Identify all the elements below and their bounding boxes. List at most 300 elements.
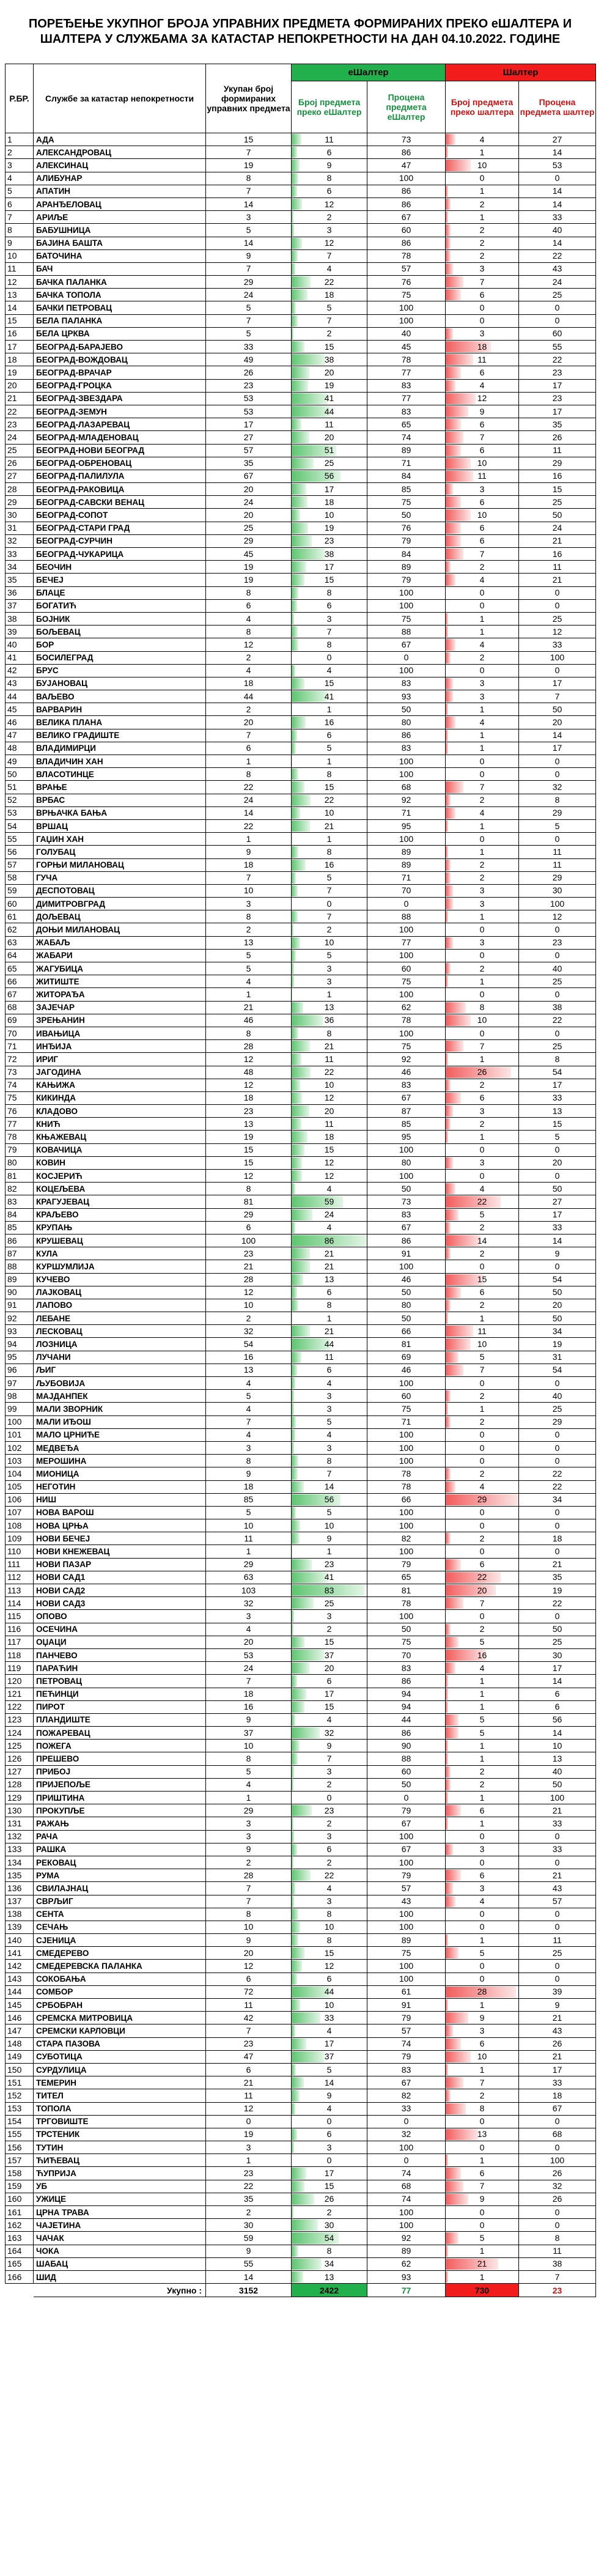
salter-count-value: 3: [479, 937, 485, 948]
row-number: 100: [6, 1415, 34, 1428]
salter-percent: 0: [519, 2141, 596, 2154]
esalter-bar: [292, 393, 328, 404]
total-cases: 15: [206, 133, 292, 146]
esalter-bar: [292, 1533, 300, 1544]
esalter-count-value: 23: [324, 536, 334, 546]
table-row: [6, 509, 596, 522]
table-row: [6, 2024, 596, 2037]
salter-bar: [446, 691, 453, 702]
salter-bar: [446, 1740, 448, 1751]
salter-bar: [446, 432, 463, 443]
table-row: [6, 1584, 596, 1597]
esalter-percent: 89: [367, 444, 446, 457]
salter-count-value: 4: [479, 574, 485, 585]
row-number: 129: [6, 1792, 34, 1804]
row-number: 150: [6, 2063, 34, 2076]
table-row: [6, 1208, 596, 1221]
total-cases: 8: [206, 172, 292, 185]
esalter-percent: 92: [367, 794, 446, 806]
esalter-bar: [292, 302, 296, 313]
row-number: 97: [6, 1377, 34, 1390]
esalter-percent: 73: [367, 1195, 446, 1208]
total-cases: 23: [206, 2167, 292, 2180]
salter-count-value: 7: [479, 432, 485, 442]
esalter-percent: 71: [367, 806, 446, 819]
esalter-bar: [292, 1067, 311, 1078]
salter-count: [446, 949, 519, 962]
salter-bar: [446, 1390, 451, 1401]
esalter-count: [292, 1195, 367, 1208]
salter-bar: [446, 1209, 459, 1220]
service-name: БЕОГРАД-ВОЖДОВАЦ: [34, 353, 206, 366]
row-number: 52: [6, 794, 34, 806]
esalter-count-value: 4: [326, 2025, 332, 2035]
row-number: 119: [6, 1662, 34, 1675]
salter-count: [446, 1869, 519, 1882]
service-name: МАЛИ ИЂОШ: [34, 1415, 206, 1428]
esalter-bar: [292, 1520, 300, 1531]
salter-bar: [446, 1598, 463, 1609]
salter-count: [446, 2128, 519, 2141]
total-cases: 11: [206, 2089, 292, 2102]
esalter-count-value: 4: [326, 1378, 332, 1388]
table-row: [6, 1545, 596, 1558]
esalter-bar: [292, 1857, 293, 1868]
salter-percent: 24: [519, 522, 596, 534]
salter-count-value: 2: [479, 652, 485, 663]
table-row: [6, 2089, 596, 2102]
salter-count-value: 1: [479, 1054, 485, 1064]
table-row: [6, 1364, 596, 1376]
salter-count: [446, 341, 519, 353]
esalter-count-value: 14: [324, 1482, 334, 1492]
salter-count-value: 29: [477, 1494, 487, 1505]
esalter-count-value: 3: [326, 1442, 332, 1453]
esalter-bar: [292, 2220, 318, 2231]
row-number: 139: [6, 1921, 34, 1933]
salter-percent: 12: [519, 626, 596, 638]
salter-bar: [446, 496, 461, 507]
salter-count: [446, 833, 519, 846]
row-number: 41: [6, 651, 34, 664]
salter-count: [446, 314, 519, 327]
table-row: [6, 1286, 596, 1299]
salter-bar: [446, 2090, 451, 2101]
total-cases: 3: [206, 2141, 292, 2154]
salter-count-value: 7: [479, 1598, 485, 1608]
esalter-count: [292, 1597, 367, 1610]
esalter-count-value: 16: [324, 860, 334, 870]
esalter-count-value: 8: [326, 1028, 332, 1038]
table-row: [6, 1765, 596, 1778]
row-number: 90: [6, 1286, 34, 1299]
service-name: ЦРНА ТРАВА: [34, 2206, 206, 2219]
esalter-count: [292, 197, 367, 210]
salter-count-value: 5: [479, 1209, 485, 1220]
row-number: 128: [6, 1778, 34, 1791]
salter-percent: 11: [519, 444, 596, 457]
salter-percent: 6: [519, 1688, 596, 1700]
salter-count-value: 0: [479, 665, 485, 676]
row-number: 58: [6, 871, 34, 884]
total-cases: 14: [206, 197, 292, 210]
table-row: [6, 1610, 596, 1623]
table-row: [6, 2257, 596, 2270]
salter-count: [446, 2219, 519, 2232]
salter-count: [446, 1727, 519, 1740]
esalter-percent: 44: [367, 1713, 446, 1726]
salter-count-value: 21: [477, 2259, 487, 2269]
esalter-percent: 92: [367, 1053, 446, 1066]
esalter-count: [292, 133, 367, 146]
salter-percent: 5: [519, 819, 596, 832]
esalter-percent: 40: [367, 327, 446, 340]
table-row: [6, 806, 596, 819]
row-number: 162: [6, 2219, 34, 2232]
salter-count-value: 2: [479, 860, 485, 870]
header-rb: Р.БР.: [6, 64, 34, 133]
esalter-count-value: 9: [326, 160, 332, 170]
row-number: 78: [6, 1131, 34, 1143]
esalter-percent: 89: [367, 561, 446, 574]
esalter-count: [292, 884, 367, 897]
row-number: 2: [6, 146, 34, 159]
salter-count: [446, 1183, 519, 1195]
row-number: 63: [6, 936, 34, 949]
salter-count-value: 6: [479, 1287, 485, 1297]
esalter-count: [292, 599, 367, 612]
esalter-bar: [292, 1740, 300, 1751]
salter-percent: 32: [519, 781, 596, 794]
esalter-percent: 86: [367, 729, 446, 742]
esalter-bar: [292, 1974, 297, 1985]
table-row: [6, 1727, 596, 1740]
salter-percent: 9: [519, 1247, 596, 1260]
header-es-pct: Процена предмета еШалтер: [367, 81, 446, 133]
salter-percent: 15: [519, 483, 596, 496]
row-number: 149: [6, 2050, 34, 2063]
total-cases: 8: [206, 1027, 292, 1039]
salter-count-value: 3: [479, 484, 485, 494]
salter-percent: 0: [519, 1260, 596, 1273]
esalter-count: [292, 2193, 367, 2205]
esalter-percent: 60: [367, 1390, 446, 1403]
salter-count-value: 2: [479, 2090, 485, 2100]
service-name: БАТОЧИНА: [34, 249, 206, 262]
service-name: СЕЧАЊ: [34, 1921, 206, 1933]
salter-count: [446, 1778, 519, 1791]
salter-percent: 7: [519, 690, 596, 703]
row-number: 81: [6, 1170, 34, 1183]
esalter-percent: 69: [367, 1351, 446, 1364]
esalter-count-value: 11: [325, 419, 334, 429]
salter-percent: 100: [519, 898, 596, 910]
esalter-count: [292, 249, 367, 262]
service-name: ЖАБАРИ: [34, 949, 206, 962]
service-name: ЉУБОВИЈА: [34, 1377, 206, 1390]
total-cases: 24: [206, 794, 292, 806]
esalter-count: [292, 470, 367, 482]
salter-count-value: 0: [479, 600, 485, 611]
esalter-count: [292, 1985, 367, 1998]
salter-percent: 0: [519, 949, 596, 962]
salter-count: [446, 586, 519, 599]
esalter-percent: 79: [367, 534, 446, 547]
salter-count: [446, 1156, 519, 1169]
salter-bar: [446, 2272, 448, 2283]
esalter-bar: [292, 2246, 298, 2257]
row-number: 117: [6, 1636, 34, 1648]
salter-count-value: 4: [479, 1183, 485, 1194]
table-row: [6, 2167, 596, 2180]
esalter-percent: 50: [367, 509, 446, 522]
service-name: ЛЕСКОВАЦ: [34, 1325, 206, 1338]
header-total: Укупан број формираних управних предмета: [206, 64, 292, 133]
service-name: ГАЏИН ХАН: [34, 833, 206, 846]
total-cases: 29: [206, 1804, 292, 1817]
row-number: 27: [6, 470, 34, 482]
table-row: [6, 871, 596, 884]
table-row: [6, 405, 596, 418]
salter-percent: 25: [519, 1947, 596, 1960]
esalter-bar: [292, 160, 300, 171]
service-name: БЕОГРАД-НОВИ БЕОГРАД: [34, 444, 206, 457]
salter-bar: [446, 328, 453, 339]
total-cases: 8: [206, 586, 292, 599]
total-cases: 21: [206, 2076, 292, 2089]
esalter-count: [292, 418, 367, 431]
esalter-count: [292, 664, 367, 677]
esalter-percent: 67: [367, 1091, 446, 1104]
esalter-count: [292, 211, 367, 224]
service-name: ВЕЛИКА ПЛАНА: [34, 716, 206, 729]
salter-percent: 21: [519, 1869, 596, 1882]
salter-percent: 14: [519, 1675, 596, 1688]
esalter-percent: 70: [367, 884, 446, 897]
esalter-percent: 46: [367, 1364, 446, 1376]
esalter-bar: [292, 1105, 309, 1116]
total-cases: 30: [206, 2219, 292, 2232]
salter-percent: 0: [519, 2219, 596, 2232]
table-row: [6, 1428, 596, 1441]
salter-count-value: 7: [479, 276, 485, 287]
salter-percent: 54: [519, 1364, 596, 1376]
salter-count-value: 0: [479, 1378, 485, 1388]
salter-count: [446, 2257, 519, 2270]
esalter-count-value: 4: [326, 665, 332, 676]
table-row: [6, 1053, 596, 1066]
esalter-percent: 60: [367, 224, 446, 237]
row-number: 43: [6, 677, 34, 690]
salter-percent: 38: [519, 1001, 596, 1014]
total-cases: 16: [206, 1700, 292, 1713]
total-cases: 22: [206, 2180, 292, 2193]
salter-count-value: 3: [479, 1157, 485, 1168]
esalter-bar: [292, 626, 298, 637]
salter-bar: [446, 186, 448, 197]
service-name: АЛЕКСАНДРОВАЦ: [34, 146, 206, 159]
esalter-bar: [292, 2012, 320, 2023]
esalter-percent: 66: [367, 1493, 446, 1506]
total-cases: 12: [206, 1286, 292, 1299]
salter-count-value: 1: [479, 846, 485, 857]
salter-count: [446, 496, 519, 509]
esalter-percent: 75: [367, 1040, 446, 1053]
esalter-bar: [292, 1170, 302, 1181]
esalter-count-value: 44: [324, 1987, 334, 1997]
salter-count-value: 5: [479, 1637, 485, 1647]
salter-percent: 54: [519, 1273, 596, 1286]
service-name: АДА: [34, 133, 206, 146]
report-title: ПОРЕЂЕЊЕ УКУПНОГ БРОЈА УПРАВНИХ ПРЕДМЕТА ФОРМИРАНИХ ПРЕКО еШАЛТЕРА И ШАЛТЕРА У СЛУЖБАМА ЗА КАТАСТАР НЕПОКРЕТНОСТИ НА ДАН 04.10.2022. ГОДИНЕ: [28, 17, 572, 46]
esalter-count-value: 59: [324, 1196, 334, 1206]
salter-count-value: 1: [479, 212, 485, 222]
service-name: БУЈАНОВАЦ: [34, 677, 206, 690]
salter-percent: 0: [519, 755, 596, 768]
salter-count-value: 0: [479, 1430, 485, 1440]
table-row: [6, 301, 596, 314]
total-cases: 19: [206, 574, 292, 586]
service-name: СРБОБРАН: [34, 1999, 206, 2012]
esalter-count: [292, 846, 367, 858]
esalter-count: [292, 327, 367, 340]
total-cases: 6: [206, 1973, 292, 1985]
esalter-count: [292, 405, 367, 418]
esalter-count: [292, 2180, 367, 2193]
salter-percent: 39: [519, 1985, 596, 1998]
salter-count-value: 3: [479, 885, 485, 896]
salter-percent: 26: [519, 2037, 596, 2050]
esalter-count-value: 30: [324, 2220, 334, 2230]
esalter-percent: 83: [367, 1662, 446, 1675]
salter-count-value: 4: [479, 717, 485, 728]
esalter-count-value: 7: [326, 251, 332, 261]
esalter-count: [292, 1131, 367, 1143]
esalter-bar: [292, 1209, 312, 1220]
esalter-count: [292, 1752, 367, 1765]
salter-count: [446, 871, 519, 884]
salter-count-value: 2: [479, 199, 485, 209]
table-row: [6, 975, 596, 988]
service-name: ЧАЈЕТИНА: [34, 2219, 206, 2232]
table-row: [6, 755, 596, 768]
service-name: ГУЧА: [34, 871, 206, 884]
esalter-bar: [292, 458, 314, 469]
total-cases: 2: [206, 2206, 292, 2219]
row-number: 23: [6, 418, 34, 431]
esalter-count-value: 37: [324, 1650, 334, 1660]
salter-count-value: 1: [479, 743, 485, 753]
esalter-percent: 83: [367, 1079, 446, 1091]
esalter-percent: 75: [367, 1636, 446, 1648]
salter-percent: 13: [519, 1105, 596, 1118]
row-number: 28: [6, 483, 34, 496]
total-cases: 8: [206, 626, 292, 638]
esalter-bar: [292, 419, 301, 430]
salter-count-value: 1: [479, 1818, 485, 1828]
row-number: 31: [6, 522, 34, 534]
esalter-percent: 100: [367, 833, 446, 846]
esalter-count-value: 3: [326, 1403, 332, 1414]
salter-percent: 33: [519, 1221, 596, 1234]
service-name: ОСЕЧИНА: [34, 1623, 206, 1636]
esalter-bar: [292, 691, 328, 702]
salter-percent: 14: [519, 197, 596, 210]
esalter-count-value: 12: [324, 1157, 334, 1168]
salter-percent: 50: [519, 1312, 596, 1325]
salter-count-value: 2: [479, 1222, 485, 1233]
row-number: 87: [6, 1247, 34, 1260]
esalter-bar: [292, 1145, 304, 1156]
esalter-count-value: 21: [324, 821, 334, 831]
salter-count: [446, 1558, 519, 1571]
esalter-count-value: 3: [326, 613, 332, 624]
esalter-percent: 80: [367, 716, 446, 729]
esalter-bar: [292, 1403, 294, 1414]
total-es-pct: 77: [367, 2284, 446, 2297]
esalter-count-value: 3: [326, 1896, 332, 1906]
esalter-bar: [292, 781, 304, 792]
esalter-percent: 87: [367, 1105, 446, 1118]
esalter-count: [292, 1480, 367, 1493]
table-row: [6, 1441, 596, 1454]
table-row: [6, 1195, 596, 1208]
salter-percent: 54: [519, 1066, 596, 1079]
table-row: [6, 1921, 596, 1933]
esalter-count: [292, 353, 367, 366]
row-number: 64: [6, 949, 34, 962]
total-cases: 20: [206, 509, 292, 522]
total-cases: 24: [206, 496, 292, 509]
esalter-count-value: 15: [324, 1637, 334, 1647]
salter-count: [446, 794, 519, 806]
salter-count: [446, 1895, 519, 1908]
table-row: [6, 1351, 596, 1364]
salter-count: [446, 301, 519, 314]
table-row: [6, 1688, 596, 1700]
esalter-count-value: 13: [324, 2272, 334, 2282]
salter-count: [446, 975, 519, 988]
esalter-percent: 60: [367, 962, 446, 975]
esalter-bar: [292, 1922, 300, 1933]
esalter-count-value: 9: [326, 2090, 332, 2100]
salter-count-value: 1: [479, 1935, 485, 1945]
salter-count-value: 0: [479, 1455, 485, 1466]
service-name: БЕОГРАД-МЛАДЕНОВАЦ: [34, 431, 206, 444]
salter-bar: [446, 1248, 451, 1259]
salter-percent: 50: [519, 1286, 596, 1299]
row-number: 106: [6, 1493, 34, 1506]
salter-percent: 30: [519, 884, 596, 897]
salter-bar: [446, 976, 448, 987]
esalter-count: [292, 2245, 367, 2257]
row-number: 8: [6, 224, 34, 237]
esalter-count-value: 21: [324, 1041, 334, 1051]
salter-count-value: 13: [477, 2129, 487, 2139]
row-number: 151: [6, 2076, 34, 2089]
esalter-count: [292, 574, 367, 586]
esalter-percent: 86: [367, 237, 446, 249]
esalter-count: [292, 314, 367, 327]
esalter-percent: 83: [367, 1208, 446, 1221]
esalter-percent: 83: [367, 2063, 446, 2076]
esalter-count-value: 3: [326, 963, 332, 973]
salter-percent: 8: [519, 2232, 596, 2245]
service-name: ПРИШТИНА: [34, 1792, 206, 1804]
row-number: 102: [6, 1441, 34, 1454]
salter-bar: [446, 1883, 453, 1894]
table-row: [6, 1377, 596, 1390]
